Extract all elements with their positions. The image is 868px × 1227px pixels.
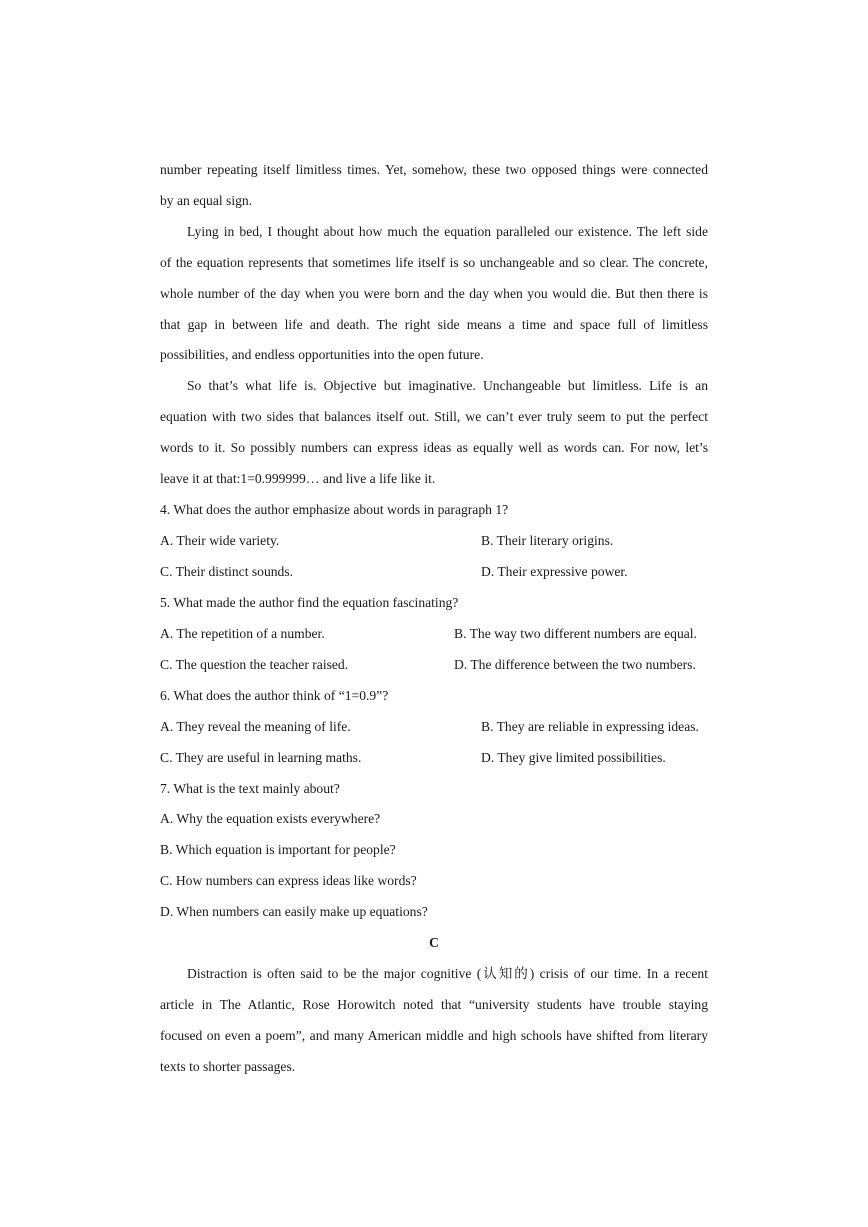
- question-5-option-b: B. The way two different numbers are equal.: [454, 626, 697, 641]
- question-6-option-d: D. They give limited possibilities.: [481, 750, 666, 765]
- passage-line: equation with two sides that balances itself out. Still, we can’t ever truly seem to put the perfect: [160, 409, 708, 424]
- question-5-option-c: C. The question the teacher raised.: [160, 657, 349, 672]
- question-6-option-a: A. They reveal the meaning of life.: [160, 719, 351, 734]
- question-4-option-c: C. Their distinct sounds.: [160, 564, 294, 579]
- passage-line: whole number of the day when you were born and the day when you would die. But then there is: [160, 286, 708, 301]
- passage-line: Lying in bed, I thought about how much the equation paralleled our existence. The left side: [187, 224, 708, 239]
- passage-line: of the equation represents that sometimes life itself is so unchangeable and so clear. The concrete,: [160, 255, 708, 270]
- question-4-option-a: A. Their wide variety.: [160, 533, 280, 548]
- passage-line: possibilities, and endless opportunities into the open future.: [160, 347, 484, 362]
- passage-line: So that’s what life is. Objective but imaginative. Unchangeable but limitless. Life is an: [187, 378, 708, 393]
- passage-line: article in The Atlantic, Rose Horowitch noted that “university students have trouble staying: [160, 997, 708, 1012]
- question-7-option-d: D. When numbers can easily make up equations?: [160, 904, 428, 919]
- passage-line: texts to shorter passages.: [160, 1059, 296, 1074]
- passage-line: by an equal sign.: [160, 193, 253, 208]
- question-4-option-b: B. Their literary origins.: [481, 533, 614, 548]
- question-7-option-b: B. Which equation is important for people?: [160, 842, 396, 857]
- question-5-stem: 5. What made the author find the equation fascinating?: [160, 595, 459, 610]
- question-5-option-d: D. The difference between the two numbers.: [454, 657, 696, 672]
- question-6-option-c: C. They are useful in learning maths.: [160, 750, 362, 765]
- section-heading: C: [429, 935, 439, 950]
- question-7-option-a: A. Why the equation exists everywhere?: [160, 811, 381, 826]
- question-6-stem: 6. What does the author think of “1=0.9”?: [160, 688, 389, 703]
- passage-line: leave it at that:1=0.999999… and live a life like it.: [160, 471, 436, 486]
- passage-line: number repeating itself limitless times. Yet, somehow, these two opposed things were connected: [160, 162, 708, 177]
- question-7-option-c: C. How numbers can express ideas like words?: [160, 873, 417, 888]
- question-4-option-d: D. Their expressive power.: [481, 564, 628, 579]
- passage-line: focused on even a poem”, and many American middle and high schools have shifted from literary: [160, 1028, 708, 1043]
- passage-line: Distraction is often said to be the major cognitive (认知的) crisis of our time. In a recent: [187, 966, 708, 981]
- passage-line: that gap in between life and death. The right side means a time and space full of limitless: [160, 317, 708, 332]
- passage-line: words to it. So possibly numbers can express ideas as equally well as words can. For now, let’s: [160, 440, 708, 455]
- question-6-option-b: B. They are reliable in expressing ideas.: [481, 719, 699, 734]
- question-7-stem: 7. What is the text mainly about?: [160, 781, 340, 796]
- question-4-stem: 4. What does the author emphasize about words in paragraph 1?: [160, 502, 509, 517]
- question-5-option-a: A. The repetition of a number.: [160, 626, 325, 641]
